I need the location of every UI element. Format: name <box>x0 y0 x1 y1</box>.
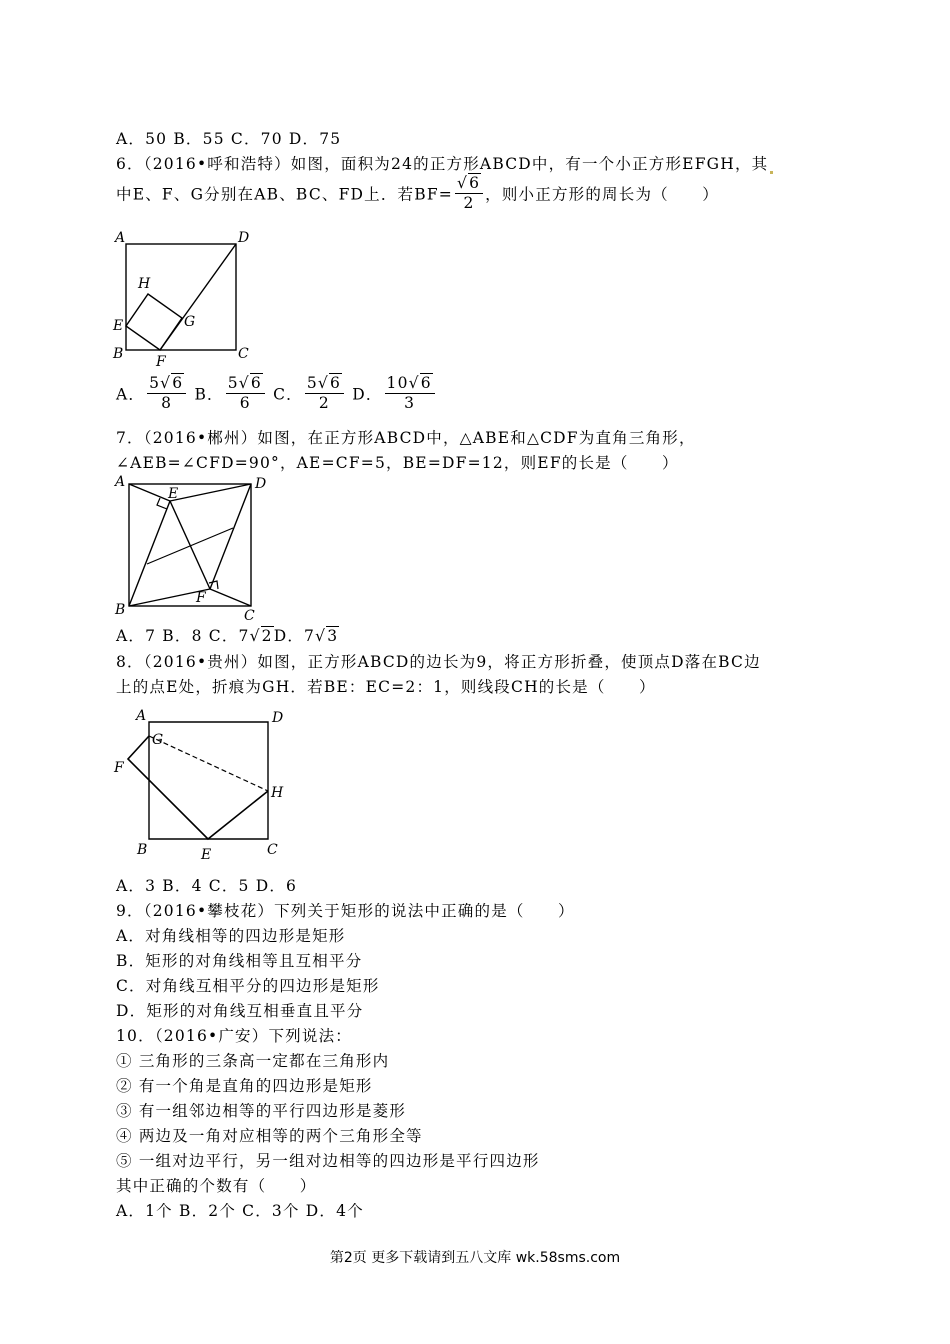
square-abcd <box>126 244 236 350</box>
crease-gh <box>149 736 268 791</box>
q8-stem-line2: 上的点E处，折痕为GH．若BE：EC=2：1，则线段CH的长是（ ） <box>116 678 656 696</box>
label-d: D <box>238 230 250 246</box>
segment-be <box>129 501 170 606</box>
inner-line <box>147 528 233 564</box>
q6-option-c: $\frac{5√6}{2}$ <box>305 374 344 413</box>
page-footer: 第2页 更多下载请到五八文库 wk.58sms.com <box>329 1250 621 1266</box>
label-e: E <box>113 318 124 334</box>
q9-option-a: A．对角线相等的四边形是矩形 <box>116 927 346 945</box>
label-c: C <box>267 842 278 858</box>
square-abcd <box>149 722 268 839</box>
label-c: C <box>238 346 249 362</box>
label-f: F <box>156 354 166 370</box>
label-b: B <box>115 602 126 618</box>
q6-stem-line1: 6．（2016•呼和浩特）如图，面积为24的正方形ABCD中，有一个小正方形EFGH，其 <box>116 152 773 174</box>
label-b: B <box>137 842 148 858</box>
q6-option-a: $\frac{5√6}{8}$ <box>147 374 186 413</box>
q8-figure <box>112 704 302 864</box>
label-d: D <box>255 476 267 492</box>
segment-ae <box>129 484 170 501</box>
q9-option-b: B．矩形的对角线相等且互相平分 <box>116 952 363 970</box>
label-a: A <box>115 474 126 490</box>
bf-fraction: $\frac{√6}{2}$ <box>455 174 483 213</box>
q10-item-3: ③ 有一组邻边相等的平行四边形是菱形 <box>116 1102 407 1120</box>
q7-options: A．7 B．8 C．7√2D．7√3 <box>116 627 339 645</box>
small-square-efgh <box>126 294 182 350</box>
q6-option-d: $\frac{10√6}{3}$ <box>385 374 435 413</box>
label-h: H <box>271 785 284 801</box>
label-h: H <box>138 276 151 292</box>
label-f: F <box>114 760 124 776</box>
q9-stem: 9．（2016•攀枝花）下列关于矩形的说法中正确的是（ ） <box>116 902 575 920</box>
q8-stem-line1: 8．（2016•贵州）如图，正方形ABCD的边长为9，将正方形折叠，使顶点D落在BC边 <box>116 653 761 671</box>
q6-figure <box>112 226 262 374</box>
label-f: F <box>196 590 206 606</box>
segment-df <box>210 484 251 589</box>
q10-item-5: ⑤ 一组对边平行，另一组对边相等的四边形是平行四边形 <box>116 1152 540 1170</box>
segment-cf <box>210 589 251 606</box>
q10-item-4: ④ 两边及一角对应相等的两个三角形全等 <box>116 1127 423 1145</box>
q7-stem-line2: ∠AEB=∠CFD=90°，AE=CF=5，BE=DF=12，则EF的长是（ ） <box>116 454 679 472</box>
q6-options: A． $\frac{5√6}{8}$ B． $\frac{5√6}{6}$ C． $\frac{5√6}{2}$ D． $\frac{10√6}{3}$ <box>116 374 437 413</box>
label-a: A <box>115 230 126 246</box>
q6-option-b: $\frac{5√6}{6}$ <box>226 374 265 413</box>
label-e: E <box>168 486 179 502</box>
q8-options: A．3 B．4 C．5 D．6 <box>116 877 298 895</box>
q10-ask: 其中正确的个数有（ ） <box>116 1177 317 1195</box>
q7-figure <box>112 472 272 622</box>
q9-option-c: C．对角线互相平分的四边形是矩形 <box>116 977 380 995</box>
q10-item-2: ② 有一个角是直角的四边形是矩形 <box>116 1077 373 1095</box>
label-e: E <box>201 847 212 863</box>
label-b: B <box>113 346 124 362</box>
mark-dot <box>770 171 773 174</box>
q5-options: A．50 B．55 C．70 D．75 <box>116 130 342 148</box>
segment-ef <box>170 501 210 589</box>
q10-options: A．1个 B．2个 C．3个 D．4个 <box>116 1202 364 1220</box>
q10-stem: 10．（2016•广安）下列说法： <box>116 1027 352 1045</box>
label-g: G <box>184 314 196 330</box>
label-d: D <box>272 710 284 726</box>
segment-ed-ext <box>170 484 251 501</box>
label-g: G <box>152 732 164 748</box>
q7-stem-line1: 7．（2016•郴州）如图，在正方形ABCD中，△ABE和△CDF为直角三角形， <box>116 429 696 447</box>
label-c: C <box>244 608 255 622</box>
q10-item-1: ① 三角形的三条高一定都在三角形内 <box>116 1052 390 1070</box>
label-a: A <box>136 708 147 724</box>
q9-option-d: D．矩形的对角线互相垂直且平分 <box>116 1002 364 1020</box>
q6-stem-line2: 中E、F、G分别在AB、BC、FD上．若BF= $\frac{√6}{2}$ ，则小正方形的周长为（ ） <box>116 174 719 212</box>
